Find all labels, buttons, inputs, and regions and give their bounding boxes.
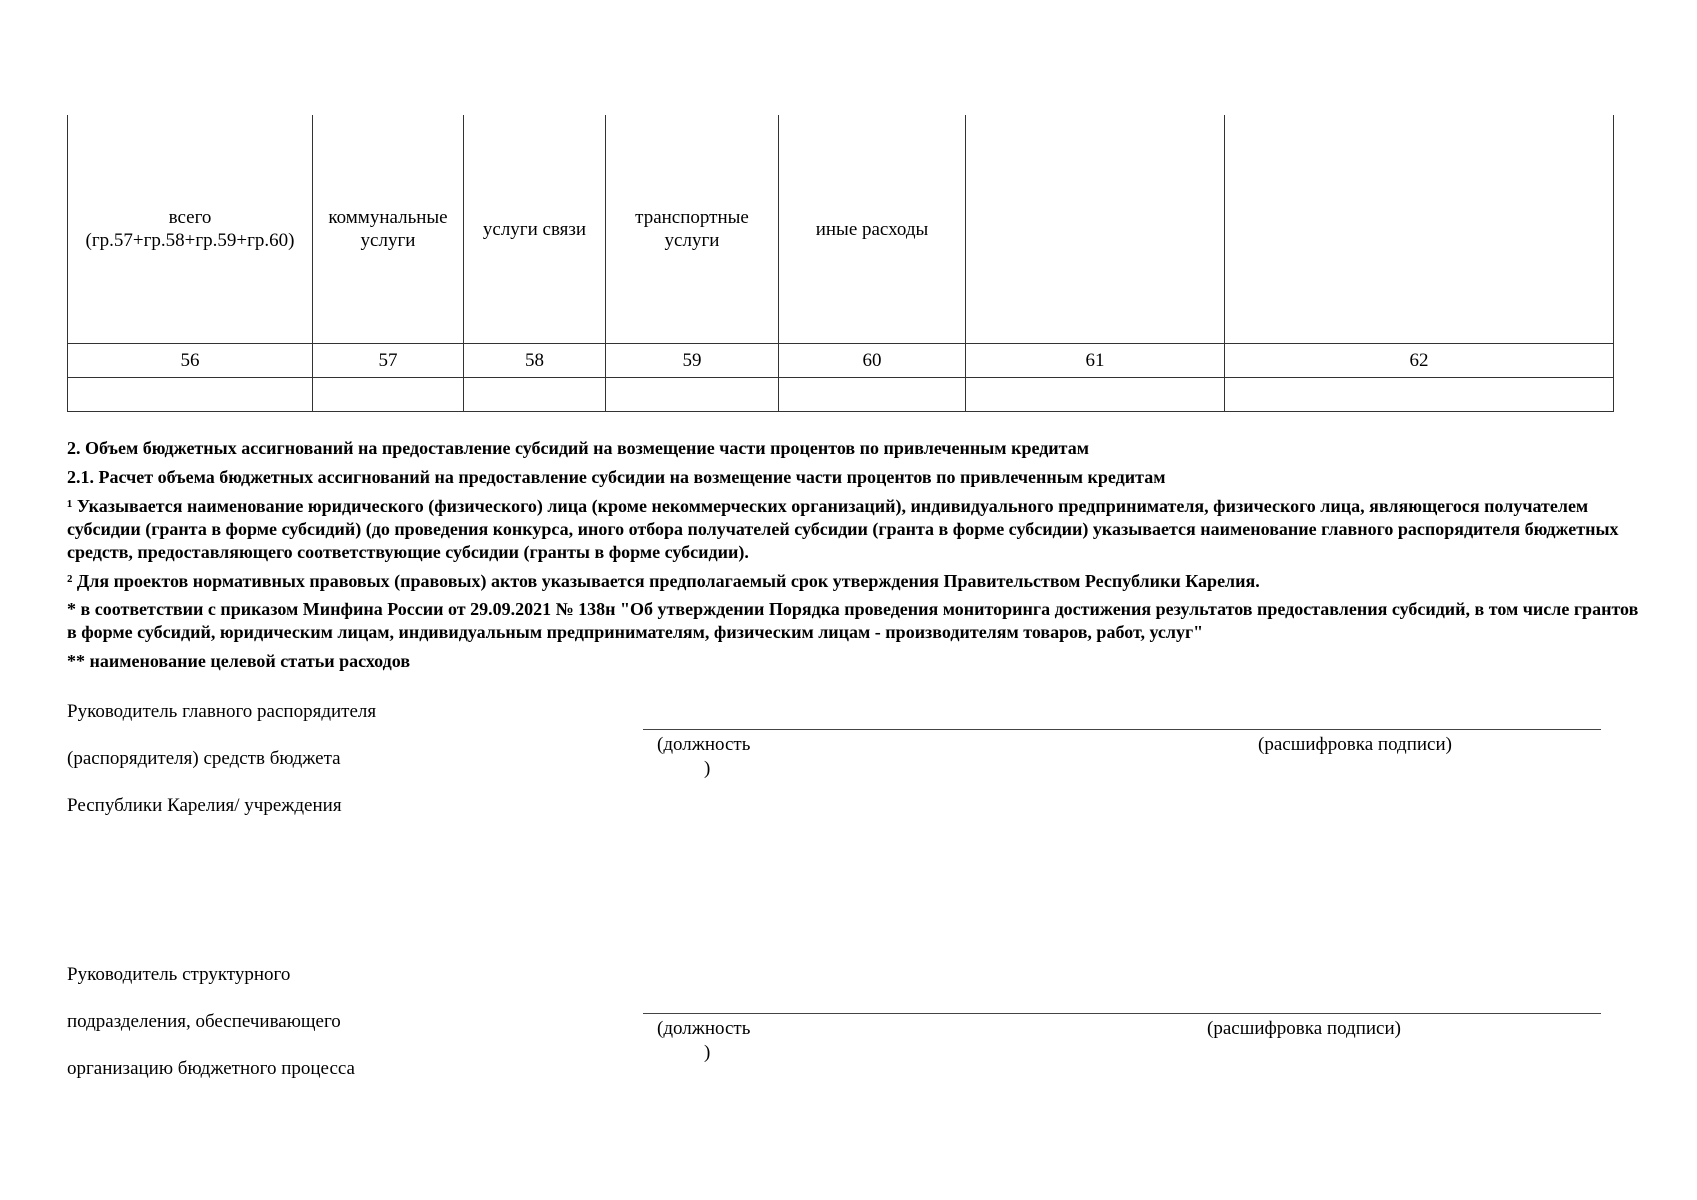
budget-table: [67, 115, 1614, 412]
header-cell: коммунальные услуги: [313, 115, 464, 344]
section-heading-2-1: 2.1. Расчет объема бюджетных ассигнований на предоставление субсидии на возмещение части процентов по привлеченным кредитам: [67, 467, 1166, 487]
table-row: [68, 378, 1614, 412]
header-cell: иные расходы: [779, 115, 966, 344]
footnote-1: ¹ Указывается наименование юридического (физического) лица (кроме некоммерческих организаций), индивидуального предпринимателя, физического лица, являющегося получателем субсидии (гранта в форме субсидий) (до проведения конкурса, иного отбора получателей субсидии (гранта в форме субсидии) указывается наименование главного распорядителя бюджетных средств, предоставляющего соответствующие субсидии (гранты в форме субсидии).: [67, 496, 1619, 562]
table-cell: [313, 378, 464, 412]
signature2-position-paren: ): [704, 1042, 711, 1063]
column-number: 62: [1225, 344, 1614, 378]
table-cell: [966, 378, 1225, 412]
table-cell: [606, 378, 779, 412]
signature2-label-line2: подразделения, обеспечивающего: [67, 1011, 341, 1032]
signature2-position-caption: (должность: [657, 1018, 751, 1039]
table-cell: [464, 378, 606, 412]
signature2-decode-caption: (расшифровка подписи): [1207, 1018, 1401, 1039]
signature2-label-line1: Руководитель структурного: [67, 964, 291, 985]
header-cell: всего (гр.57+гр.58+гр.59+гр.60): [68, 115, 313, 344]
header-cell: услуги связи: [464, 115, 606, 344]
column-number: 59: [606, 344, 779, 378]
column-number: 60: [779, 344, 966, 378]
signature1-label-line1: Руководитель главного распорядителя: [67, 701, 377, 722]
signature1-label-line2: (распорядителя) средств бюджета: [67, 748, 341, 769]
section-heading-2: 2. Объем бюджетных ассигнований на предоставление субсидий на возмещение части процентов по привлеченным кредитам: [67, 438, 1090, 458]
table-cell: [1225, 378, 1614, 412]
column-number: 57: [313, 344, 464, 378]
header-cell: [966, 115, 1225, 344]
signature1-decode-caption: (расшифровка подписи): [1258, 734, 1452, 755]
footnote-2: ² Для проектов нормативных правовых (правовых) актов указывается предполагаемый срок утверждения Правительством Республики Карелия.: [67, 571, 1260, 591]
table-cell: [68, 378, 313, 412]
column-number: 56: [68, 344, 313, 378]
header-cell: [1225, 115, 1614, 344]
signature1-position-caption: (должность: [657, 734, 751, 755]
footnote-asterisk: * в соответствии с приказом Минфина России от 29.09.2021 № 138н "Об утверждении Порядка проведения мониторинга достижения результатов предоставления субсидий, в том числе грантов в форме субсидий, юридическим лицам, индивидуальным предпринимателям, физическим лицам - производителям товаров, работ, услуг": [67, 599, 1639, 642]
signature2-line: [643, 1013, 1601, 1014]
signature2-label-line3: организацию бюджетного процесса: [67, 1058, 355, 1079]
header-cell: транспортные услуги: [606, 115, 779, 344]
column-number: 58: [464, 344, 606, 378]
signature1-line: [643, 729, 1601, 730]
table-cell: [779, 378, 966, 412]
column-number: 61: [966, 344, 1225, 378]
table-header-row: [68, 115, 1614, 344]
table-row: [68, 344, 1614, 378]
signature1-position-paren: ): [704, 758, 711, 779]
footnote-double-asterisk: ** наименование целевой статьи расходов: [67, 651, 411, 671]
signature1-label-line3: Республики Карелия/ учреждения: [67, 795, 342, 816]
